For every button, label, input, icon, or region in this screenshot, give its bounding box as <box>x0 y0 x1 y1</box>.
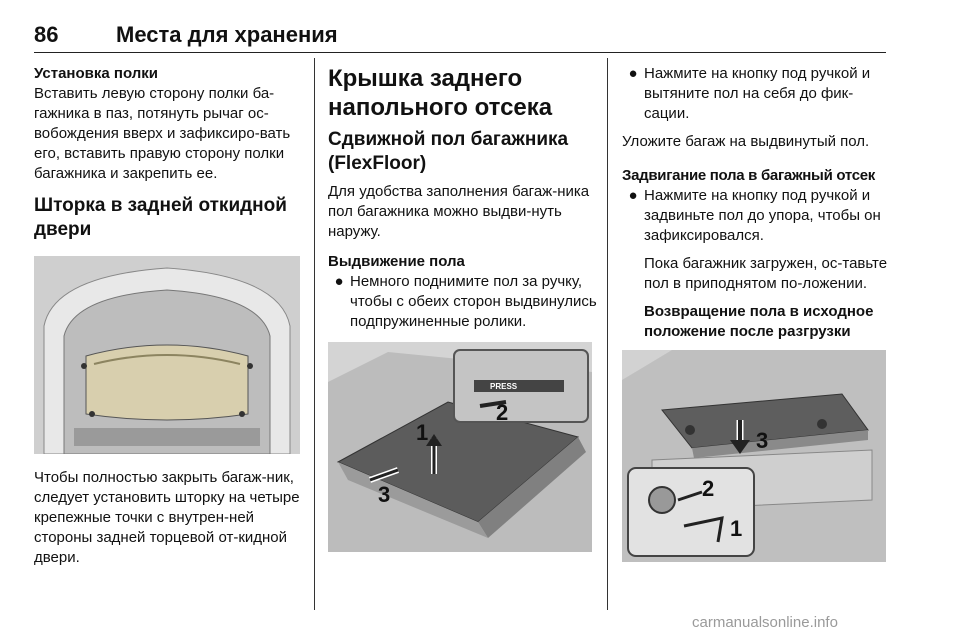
watermark: carmanualsonline.info <box>692 614 838 631</box>
callout-1: 1 <box>416 420 429 445</box>
column-divider-2 <box>607 58 608 610</box>
shelf-install-heading: Установка полки <box>34 65 158 82</box>
callout-3: 3 <box>378 482 391 507</box>
slide-in-heading: Задвигание пола в багажный отсек <box>622 167 875 184</box>
callout-2: 2 <box>702 476 715 501</box>
pull-bullet-text: Нажмите на кнопку под ручкой и вытяните пол на себя до фик-сации. <box>644 65 871 122</box>
load-luggage-text: Уложите багаж на выдвинутый пол. <box>622 133 870 150</box>
loaded-note-text: Пока багажник загружен, ос-тавьте пол в приподнятом по-ложении. <box>644 255 888 292</box>
slide-bullet-text: Нажмите на кнопку под ручкой и задвиньте пол до упора, чтобы он зафиксировался. <box>644 187 881 244</box>
bullet-dot: ● <box>628 187 638 204</box>
cargo-cover-text: Чтобы полностью закрыть багаж-ник, следует установить шторку на четыре крепежные точки с внутрен-ней стороны задней торцевой от-кидной двери. <box>34 469 300 566</box>
column-1 <box>34 64 300 568</box>
shelf-install-text: Вставить левую сторону полки ба-гажника в паз, потянуть рычаг ос-вобождения вверх и зафиксиро-вать его, вставить правую сторону полки багажника и закрепить ее. <box>34 85 291 182</box>
pullout-bullet-text: Немного поднимите пол за ручку, чтобы с обеих сторон выдвинулись подпружиненные ролики. <box>350 273 597 330</box>
column-divider-1 <box>314 58 315 610</box>
slide-bullet <box>622 186 892 246</box>
bullet-dot: ● <box>334 273 344 290</box>
flexfloor-heading: Сдвижной пол багажника (FlexFloor) <box>328 129 569 174</box>
return-heading: Возвращение пола в исходное положение после разгрузки <box>644 303 874 340</box>
page-title: Места для хранения <box>116 22 338 47</box>
floor-cover-heading: Крышка заднего напольного отсека <box>328 65 553 121</box>
page-header <box>34 22 884 52</box>
pullout-heading: Выдвижение пола <box>328 253 465 270</box>
flexfloor-pullout-illustration <box>328 342 592 552</box>
press-label: PRESS <box>490 382 518 391</box>
floor-return-illustration <box>622 350 886 562</box>
callout-1: 1 <box>730 516 743 541</box>
header-rule <box>34 52 886 53</box>
column-2 <box>328 64 598 552</box>
pullout-bullet <box>328 272 598 332</box>
column-3 <box>622 64 892 562</box>
tailgate-cover-illustration <box>34 256 300 454</box>
bullet-dot: ● <box>628 65 638 82</box>
callout-2: 2 <box>496 400 509 425</box>
flexfloor-text: Для удобства заполнения багаж-ника пол багажника можно выдви-нуть наружу. <box>328 183 590 240</box>
pull-bullet <box>622 64 892 124</box>
cargo-cover-heading: Шторка в задней откидной двери <box>34 195 287 240</box>
callout-3: 3 <box>756 428 769 453</box>
page-number: 86 <box>34 22 59 47</box>
